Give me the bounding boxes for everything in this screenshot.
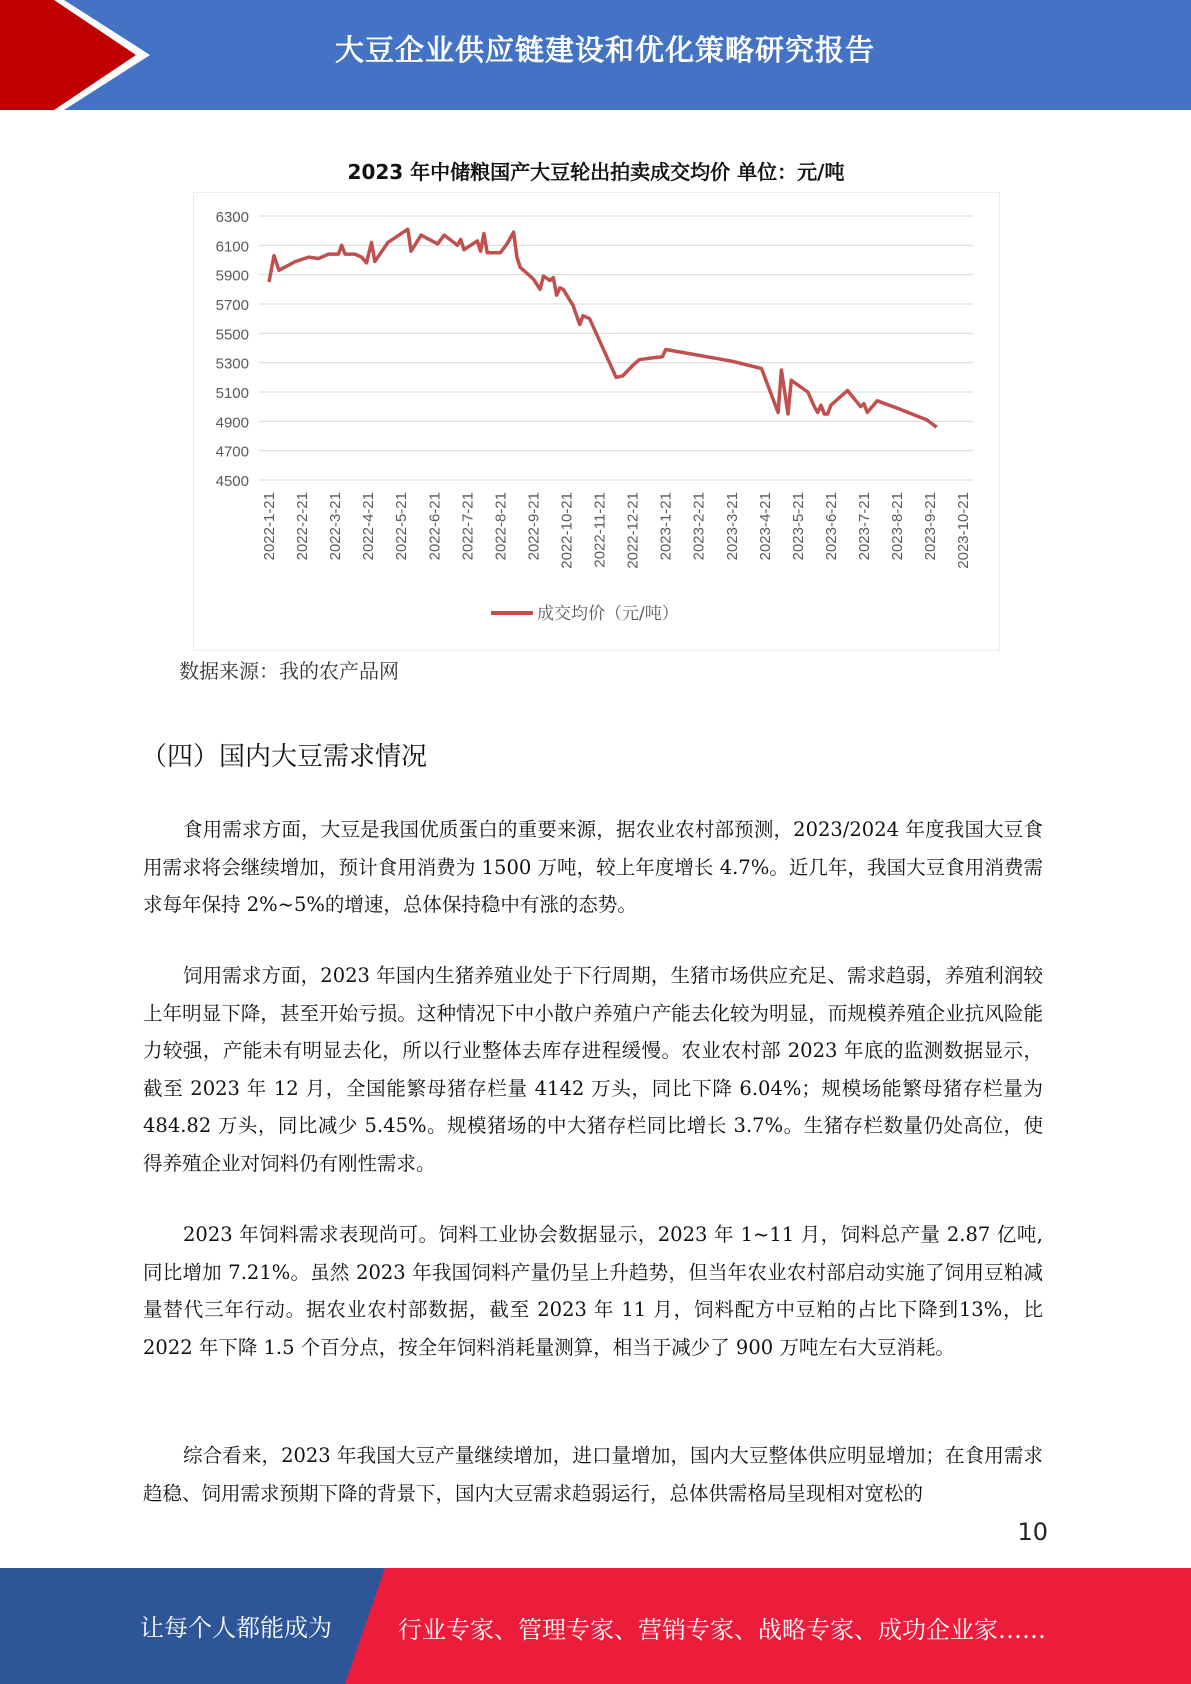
x-tick-label: 2023-3-21 — [723, 492, 741, 561]
series-line — [269, 229, 937, 427]
x-tick-label: 2022-9-21 — [525, 492, 543, 561]
x-tick-label: 2022-11-21 — [591, 492, 609, 568]
paragraph-feed-2023: 2023 年饲料需求表现尚可。饲料工业协会数据显示，2023 年 1~11 月，饲料总产量 2.87 亿吨,同比增加 7.21%。虽然 2023 年我国饲料产量仍呈上升趋势，但当年农业农村部启动实施了饲用豆粕减量替代三年行动。据农业农村部数据，截至 2023 年 11 月，饲料配方中豆粕的占比下降到13%，比 2022 年下降 1.5 个百分点，按全年饲料消耗量测算，相当于减少了 900 万吨左右大豆消耗。 — [143, 1223, 1043, 1359]
y-tick-label: 4900 — [215, 414, 249, 432]
y-tick-label: 4700 — [215, 443, 249, 461]
paragraph-summary: 综合看来，2023 年我国大豆产量继续增加，进口量增加，国内大豆整体供应明显增加；在食用需求趋稳、饲用需求预期下降的背景下，国内大豆需求趋弱运行，总体供需格局呈现相对宽松的 — [143, 1444, 1043, 1505]
y-tick-label: 5100 — [215, 385, 249, 402]
y-tick-label: 5500 — [215, 326, 249, 344]
x-tick-label: 2022-3-21 — [327, 492, 345, 561]
x-tick-label: 2022-12-21 — [624, 491, 642, 569]
x-tick-label: 2023-1-21 — [657, 491, 675, 561]
x-tick-label: 2022-8-21 — [492, 492, 510, 561]
paragraph-feed-demand: 饲用需求方面，2023 年国内生猪养殖业处于下行周期，生猪市场供应充足、需求趋弱，养殖利润较上年明显下降，甚至开始亏损。这种情况下中小散户养殖户产能去化较为明显，而规模养殖企业抗风险能力较强，产能未有明显去化，所以行业整体去库存进程缓慢。农业农村部 2023 年底的监测数据显示，截至 2023 年 12 月，全国能繁母猪存栏量 4142 万头，同比下降 6.04%；规模场能繁母猪存栏量为 484.82 万头，同比减少 5.45%。规模猪场的中大猪存栏同比增长 3.7%。生猪存栏数量仍处高位，使得养殖企业对饲料仍有刚性需求。 — [143, 964, 1043, 1175]
x-tick-label: 2023-6-21 — [822, 492, 840, 561]
y-tick-label: 6100 — [215, 238, 249, 256]
footer-slogan-right: 行业专家、管理专家、营销专家、战略专家、成功企业家…… — [398, 1616, 1046, 1644]
section-heading: （四）国内大豆需求情况 — [141, 742, 428, 772]
y-tick-label: 4500 — [215, 473, 249, 490]
chart-title: 2023 年中储粮国产大豆轮出拍卖成交均价 单位：元/吨 — [347, 160, 845, 184]
header-title: 大豆企业供应链建设和优化策略研究报告 — [334, 33, 875, 67]
x-tick-label: 2023-9-21 — [922, 492, 940, 561]
x-tick-label: 2022-7-21 — [459, 492, 477, 561]
x-tick-label: 2023-2-21 — [690, 492, 708, 561]
page-header — [0, 0, 1191, 110]
x-tick-label: 2022-5-21 — [393, 492, 411, 561]
x-tick-label: 2023-4-21 — [756, 492, 774, 561]
y-tick-label: 5300 — [215, 355, 249, 373]
x-tick-label: 2022-1-21 — [261, 492, 278, 561]
x-tick-label: 2023-5-21 — [789, 492, 807, 561]
paragraph-food-demand: 食用需求方面，大豆是我国优质蛋白的重要来源，据农业农村部预测，2023/2024 年度我国大豆食用需求将会继续增加，预计食用消费为 1500 万吨，较上年度增长 4.7%。近几年，我国大豆食用消费需求每年保持 2%~5%的增速，总体保持稳中有涨的态势。 — [143, 818, 1043, 916]
x-tick-label: 2022-2-21 — [294, 492, 312, 561]
x-tick-label: 2022-6-21 — [426, 492, 444, 561]
price-line-chart — [193, 192, 1001, 652]
x-tick-label: 2022-4-21 — [360, 492, 378, 561]
legend-label: 成交均价（元/吨） — [537, 604, 679, 624]
x-tick-label: 2023-7-21 — [856, 492, 873, 561]
x-tick-label: 2023-10-21 — [955, 492, 973, 569]
y-tick-label: 5900 — [215, 267, 249, 285]
y-tick-label: 5700 — [215, 297, 249, 314]
x-tick-label: 2022-10-21 — [558, 492, 576, 569]
y-tick-label: 6300 — [215, 209, 249, 226]
page-footer — [0, 1568, 1191, 1684]
x-tick-label: 2023-8-21 — [889, 492, 907, 561]
chart-source: 数据来源：我的农产品网 — [179, 659, 399, 683]
page-number: 10 — [1017, 1518, 1048, 1546]
footer-slogan-left: 让每个人都能成为 — [140, 1614, 332, 1642]
